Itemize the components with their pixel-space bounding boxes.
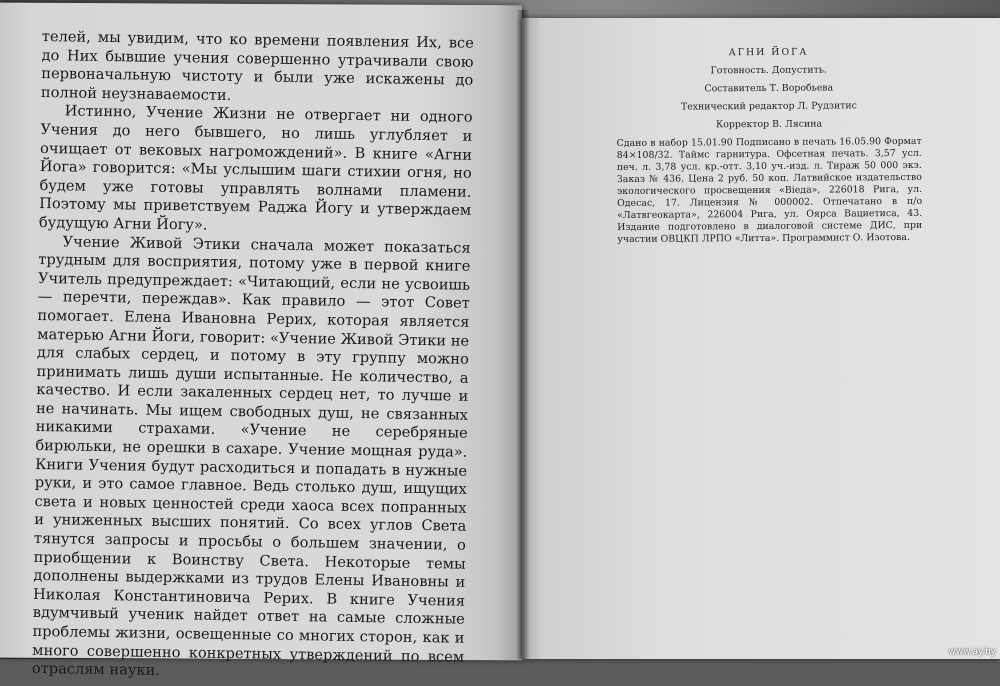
left-page-text <box>32 28 474 685</box>
compiler-line: Составитель Т. Воробьева <box>704 82 834 95</box>
book-gutter <box>517 10 529 659</box>
paragraph: Истинно, Учение Жизни не отвергает ни одного Учения до него бывшего, но лишь углубляет и очищает от вековых нагромождений». В книге «Агни Йога» говорится: «Мы услышим шаги стихии огня, но будем уже готовы управлять волнами пламени. Поэтому мы приветствуем Раджа Йогу и утверждаем будущую Агни Йогу». <box>38 102 473 234</box>
proofreader-line: Корректор В. Лясина <box>715 118 823 131</box>
approval-line: Готовность. Допустить. <box>710 64 827 77</box>
paragraph: Учение Живой Этики сначала может показаться трудным для восприятия, потому уже в первой книге Учитель предупреждает: «Читающий, если не усвоишь — перечти, переждав». Как правило — этот Совет помогает. Елена Ивановна Рерих, которая является матерью Агни Йоги, говорит: «Учение Живой Этики не для слабых сердец, и потому в эту группу можно принимать лишь души испытанные. Не количество, а качество. И если закаленных сердец нет, то лучше и не начинать. Мы ищем свободных душ, не связанных никакими страхами. «Учение не серебряные бирюльки, не орешки в сахаре. Учение мощная руда». Книги Учения будут расходиться и попадать в нужные руки, и это самое главное. Ведь столько душ, ищущих света и новых ценностей среди хаоса всех попранных и униженных высших понятий. Со всех углов Света тянутся запросы и просьбы о большем значении, о приобщении к Воинству Света. Некоторые темы дополнены выдержками из трудов Елены Ивановны и Николая Константиновича Рерих. В книге Учения вдумчивый ученик найдет ответ на самые сложные проблемы жизни, освещенные со многих сторон, как и много совершенно конкретных утверждений по всем отраслям науки. <box>31 232 471 680</box>
book-title: АГНИ ЙОГА <box>728 46 809 59</box>
tech-editor-line: Технический редактор Л. Рудзитис <box>680 100 857 113</box>
watermark: www.ay.by <box>948 647 996 657</box>
paragraph: телей, мы увидим, что ко времени появления Их, все до Них бывшие учения совершенно утрачивали свою первоначальную чистоту и были уже искажены до полной неузнаваемости. <box>40 28 474 104</box>
imprint-block <box>616 46 922 246</box>
publication-details: Сдано в набор 15.01.90 Подписано в печать 16.05.90 Формат 84×108/32. Таймс гарнитура. Офсетная печать. 3,57 усл. печ. л. 3,78 усл. кр.-отт. 3,10 уч.-изд. л. Тираж 50 000 экз. Заказ № 436. Цена 2 руб. 50 коп. Латвийское издательство экологического просвещения «Вieда», 226018 Рига, ул. Одесас, 17. Лицензия № 000002. Отпечатано в п/о «Латвгеокарта», 226004 Рига, ул. Оярса Вациетиса, 43. Издание подготовлено в диалоговой системе ДИС, при участии ОВЦКП ЛРПО «Литта». Программист О. Изотова. <box>616 135 923 245</box>
